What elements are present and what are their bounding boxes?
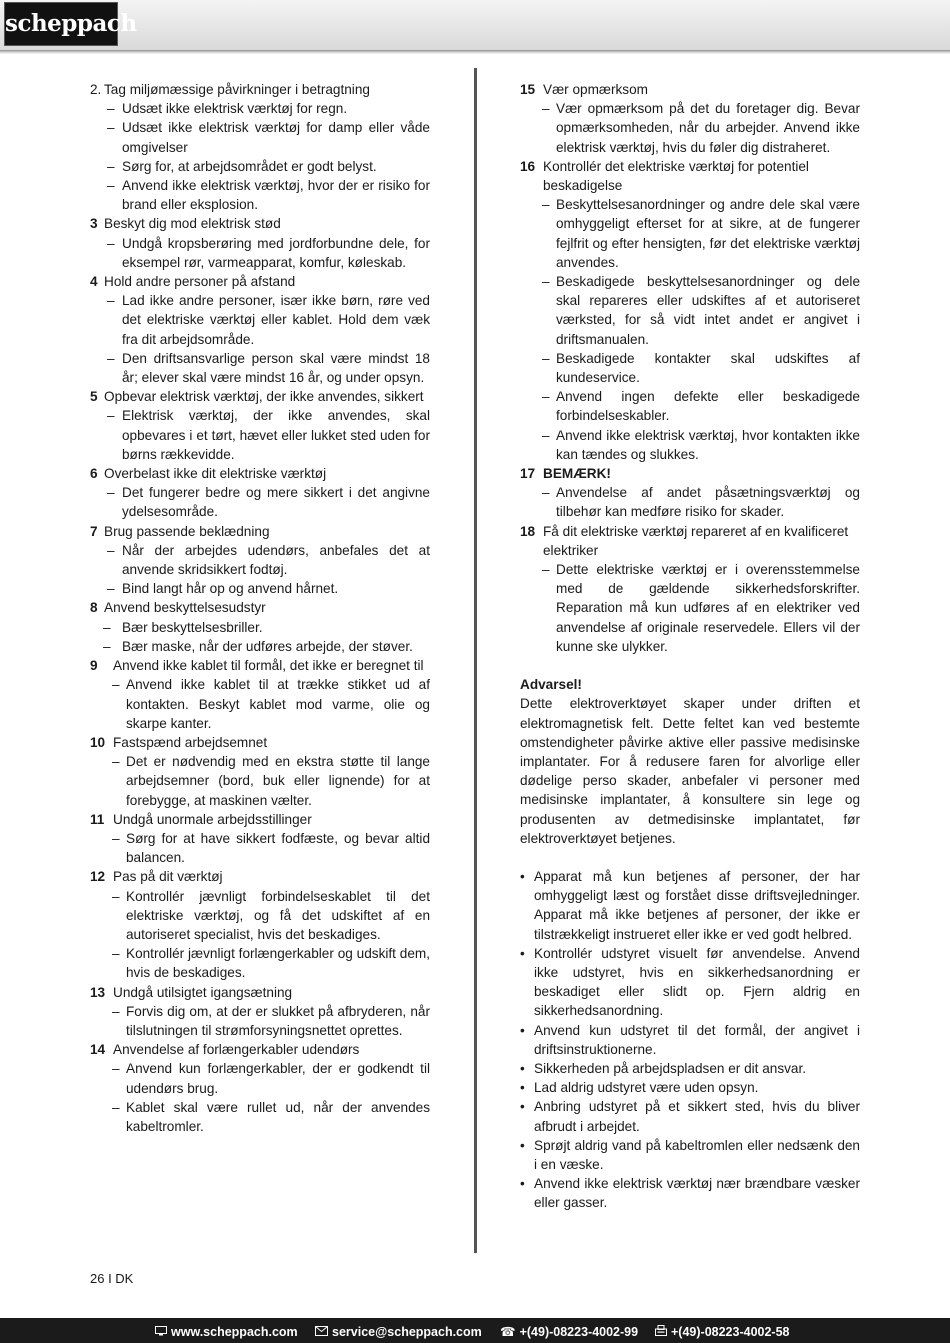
section-6 xyxy=(90,464,430,483)
section-title: Opbevar elektrisk værktøj, der ikke anvendes, sikkert xyxy=(104,389,424,405)
phone-text: +(49)-08223-4002-99 xyxy=(519,1325,639,1339)
section-number: 12 xyxy=(90,869,106,885)
footer-phone[interactable] xyxy=(500,1323,638,1342)
warning-title: Advarsel! xyxy=(520,677,582,693)
envelope-icon xyxy=(315,1323,328,1342)
section-9 xyxy=(90,656,430,675)
section-14 xyxy=(90,1040,430,1059)
section-8 xyxy=(90,598,430,617)
footer-fax[interactable] xyxy=(655,1323,790,1342)
section-number: 17 xyxy=(520,466,536,482)
section-title: BEMÆRK! xyxy=(543,466,611,482)
list-item: – Udsæt ikke elektrisk værktøj for damp eller våde omgivelser xyxy=(90,118,430,156)
spacer xyxy=(520,848,860,867)
section-title: Få dit elektriske værktøj repareret af en kvalificeret elektriker xyxy=(543,523,849,558)
section-number: 15 xyxy=(520,82,536,97)
email-text: service@scheppach.com xyxy=(332,1325,482,1339)
list-item: – Anvend ingen defekte eller beskadigede forbindelseskabler. xyxy=(520,387,860,425)
monitor-icon xyxy=(155,1323,167,1342)
list-item: – Anvend ikke elektrisk værktøj, hvor der er risiko for brand eller eksplosion. xyxy=(90,176,430,214)
list-item: – Kontrollér jævnligt forbindelseskablet til det elektriske værktøj, og få det udskiftet af en autoriseret specialist, hvis det beskadiges. xyxy=(90,887,430,945)
bullet-item: • Anvend kun udstyret til det formål, der angivet i driftsinstruktionerne. xyxy=(520,1021,860,1059)
warning-text: Dette elektroverktøyet skaper under driften et elektromagnetisk felt. Dette feltet kan ved bestemte omstendigheter påvirke aktive eller passive medisinske implantater. For å redusere faren for alvorlige eller dødelige perso skader, anbefaler vi personer med medisinske implantater, å konsultere sin lege og produsenten av detmedisinske implantatet, før elektroverktøyet betjenes. xyxy=(520,696,860,846)
list-item: – Sørg for, at arbejdsområdet er godt belyst. xyxy=(90,157,430,176)
bullet-item: • Anvend ikke elektrisk værktøj nær brændbare væsker eller gasser. xyxy=(520,1174,860,1212)
section-title: Hold andre personer på afstand xyxy=(104,274,296,290)
footer-website[interactable] xyxy=(155,1323,298,1342)
section-15 xyxy=(520,80,860,99)
section-title: Vær opmærksom xyxy=(543,82,648,97)
bullet-item: • Lad aldrig udstyret være uden opsyn. xyxy=(520,1078,860,1097)
list-item: – Kablet skal være rullet ud, når der anvendes kabeltromler. xyxy=(90,1098,430,1136)
column-divider xyxy=(474,68,477,1253)
page-header xyxy=(0,0,950,51)
section-title: Tag miljømæssige påvirkninger i betragtning xyxy=(104,82,370,97)
list-item: – Anvend ikke elektrisk værktøj, hvor kontakten ikke kan tændes og slukkes. xyxy=(520,426,860,464)
section-number: 16 xyxy=(520,158,536,174)
section-11 xyxy=(90,810,430,829)
section-number: 13 xyxy=(90,984,106,1000)
list-item: – Dette elektriske værktøj er i overensstemmelse med de gældende sikkerhedsforskrifter. Reparation må kun udføres af en elektriker ved anvendelse af originale reservedele. Ellers vil der kunne ske ulykker. xyxy=(520,560,860,656)
section-number: 4 xyxy=(90,274,98,290)
header-shadow xyxy=(0,50,950,54)
list-item: – Vær opmærksom på det du foretager dig. Bevar opmærksomheden, når du arbejder. Anvend ikke elektrisk værktøj, hvis du føler dig distraheret. xyxy=(520,99,860,157)
section-title: Fastspænd arbejdsemnet xyxy=(113,734,268,750)
section-18 xyxy=(520,522,860,560)
list-item: – Bind langt hår op og anvend hårnet. xyxy=(90,579,430,598)
section-number: 3 xyxy=(90,216,98,232)
list-item: – Når der arbejdes udendørs, anbefales det at anvende skridsikkert fodtøj. xyxy=(90,541,430,579)
list-item: – Sørg for at have sikkert fodfæste, og bevar altid balancen. xyxy=(90,829,430,867)
list-item: – Forvis dig om, at der er slukket på afbryderen, når tilslutningen til strømforsyningsnettet oprettes. xyxy=(90,1002,430,1040)
list-item: – Udsæt ikke elektrisk værktøj for regn. xyxy=(90,99,430,118)
section-number: 14 xyxy=(90,1042,106,1058)
list-item: – Det fungerer bedre og mere sikkert i det angivne ydelsesområde. xyxy=(90,483,430,521)
section-13 xyxy=(90,983,430,1002)
section-number: 10 xyxy=(90,734,106,750)
section-17 xyxy=(520,464,860,483)
list-item: – Elektrisk værktøj, der ikke anvendes, skal opbevares i et tørt, hævet eller lukket sted uden for børns rækkevidde. xyxy=(90,406,430,464)
phone-icon: ☎ xyxy=(500,1325,516,1339)
list-item: – Beskadigede beskyttelsesanordninger og dele skal repareres eller udskiftes af et autoriseret værksted, for så vidt intet andet er angivet i driftsmanualen. xyxy=(520,272,860,349)
section-title: Kontrollér det elektriske værktøj for potentiel beskadigelse xyxy=(543,158,809,194)
list-item: – Bær maske, når der udføres arbejde, der støver. xyxy=(90,637,430,656)
bullet-item: • Kontrollér udstyret visuelt før anvendelse. Anvend ikke udstyret, hvis en sikkerhedsanordning er beskadiget eller slidt op. Fjern aldrig en sikkerhedsanordning. xyxy=(520,944,860,1021)
page-number: 26 I DK xyxy=(90,1271,134,1286)
fax-icon xyxy=(655,1323,667,1342)
website-text: www.scheppach.com xyxy=(171,1325,298,1339)
section-number: 18 xyxy=(520,523,536,539)
section-number: 7 xyxy=(90,523,98,539)
section-3 xyxy=(90,214,430,233)
list-item: – Anvend ikke kablet til at trække stikket ud af kontakten. Beskyt kablet mod varme, olie og skarpe kanter. xyxy=(90,675,430,733)
section-title: Undgå utilsigtet igangsætning xyxy=(113,984,293,1000)
section-number: 11 xyxy=(90,811,105,827)
list-item: – Undgå kropsberøring med jordforbundne dele, for eksempel rør, varmeapparat, komfur, køleskab. xyxy=(90,234,430,272)
right-column xyxy=(520,80,860,1213)
section-16 xyxy=(520,157,860,195)
section-number: 9 xyxy=(90,658,98,674)
section-number: 6 xyxy=(90,466,98,482)
bullet-item: • Sprøjt aldrig vand på kabeltromlen eller nedsænk den i en væske. xyxy=(520,1136,860,1174)
section-title: Undgå unormale arbejdsstillinger xyxy=(113,811,312,827)
section-4 xyxy=(90,272,430,291)
list-item: – Anvend kun forlængerkabler, der er godkendt til udendørs brug. xyxy=(90,1059,430,1097)
list-item: – Beskyttelsesanordninger og andre dele skal være omhyggeligt efterset for at sikre, at de fungerer fejlfrit og efter hensigten, før det elektriske værktøj anvendes. xyxy=(520,195,860,272)
bullet-item: • Anbring udstyret på et sikkert sted, hvis du bliver afbrudt i arbejdet. xyxy=(520,1097,860,1135)
section-5 xyxy=(90,387,430,406)
section-title: Anvend ikke kablet til formål, det ikke er beregnet til xyxy=(113,658,424,674)
list-item: – Lad ikke andre personer, især ikke børn, røre ved det elektriske værktøj eller kablet. Hold dem væk fra dit arbejdsområde. xyxy=(90,291,430,349)
section-12 xyxy=(90,867,430,886)
list-item: – Det er nødvendig med en ekstra støtte til lange arbejdsemner (bord, buk eller lignende) for at forebygge, at maskinen vælter. xyxy=(90,752,430,810)
footer-email[interactable] xyxy=(315,1323,482,1342)
section-10 xyxy=(90,733,430,752)
page-footer xyxy=(0,1318,950,1343)
fax-text: +(49)-08223-4002-58 xyxy=(671,1325,790,1339)
spacer xyxy=(520,656,860,675)
section-title: Anvendelse af forlængerkabler udendørs xyxy=(113,1042,360,1058)
section-title: Pas på dit værktøj xyxy=(113,869,223,885)
section-number: 2. xyxy=(90,82,102,97)
list-item: – Beskadigede kontakter skal udskiftes af kundeservice. xyxy=(520,349,860,387)
list-item: – Kontrollér jævnligt forlængerkabler og udskift dem, hvis de beskadiges. xyxy=(90,944,430,982)
bullet-item: • Apparat må kun betjenes af personer, der har omhyggeligt læst og forstået disse driftsvejledninger. Apparat må ikke betjenes af personer, der ikke er tilstrækkeligt instrueret eller ikke er ved godt helbred. xyxy=(520,867,860,944)
section-title: Overbelast ikke dit elektriske værktøj xyxy=(104,466,327,482)
list-item: – Den driftsansvarlige person skal være mindst 18 år; elever skal være mindst 16 år, og under opsyn. xyxy=(90,349,430,387)
section-number: 8 xyxy=(90,600,98,616)
section-2 xyxy=(90,80,430,99)
list-item: – Anvendelse af andet påsætningsværktøj og tilbehør kan medføre risiko for skader. xyxy=(520,483,860,521)
section-title: Beskyt dig mod elektrisk stød xyxy=(104,216,281,232)
scheppach-logo: scheppach xyxy=(4,2,118,46)
list-item: – Bær beskyttelsesbriller. xyxy=(90,618,430,637)
section-title: Brug passende beklædning xyxy=(104,523,270,539)
left-column xyxy=(90,80,430,1136)
bullet-item: • Sikkerheden på arbejdspladsen er dit ansvar. xyxy=(520,1059,860,1078)
section-title: Anvend beskyttelsesudstyr xyxy=(104,600,266,616)
section-number: 5 xyxy=(90,389,98,405)
section-7 xyxy=(90,522,430,541)
